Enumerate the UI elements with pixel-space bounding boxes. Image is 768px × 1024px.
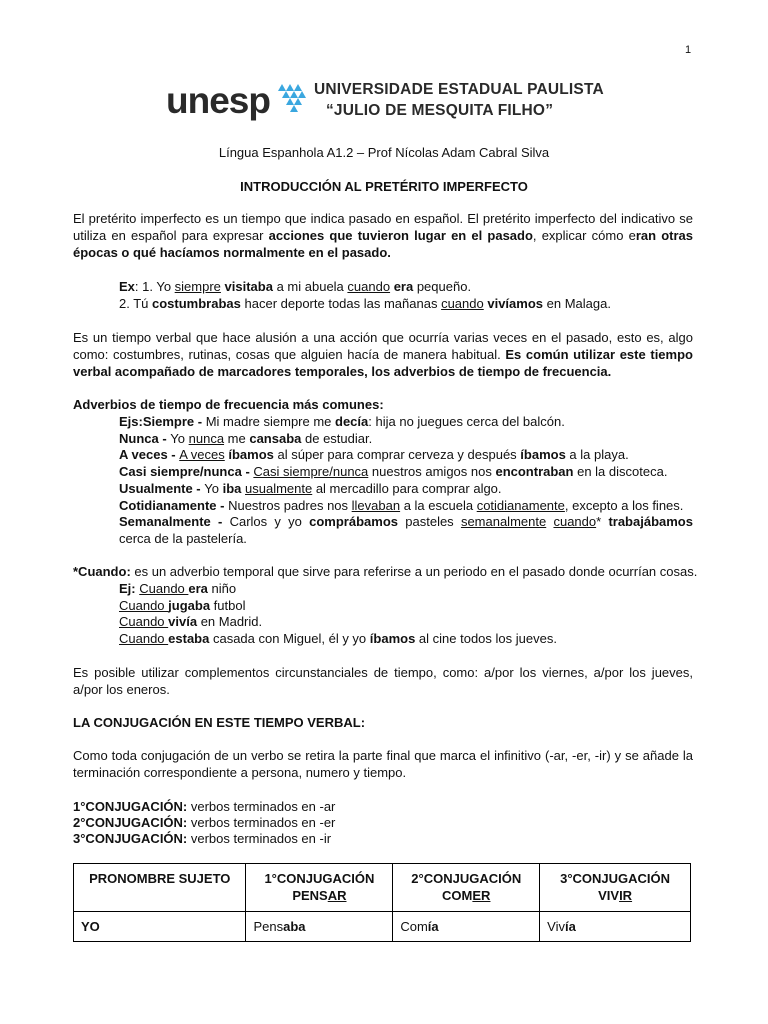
adverb-usual-label: Usualmente - [119, 481, 205, 496]
example-1-bold-1: visitaba [224, 279, 273, 294]
example-1-text-3: pequeño. [413, 279, 472, 294]
conj-3-text: verbos terminados en -ir [187, 831, 332, 846]
header-conj-2-stem: COM [442, 888, 473, 903]
adverb-nunca-text-1: Yo [170, 431, 189, 446]
header-pronoun-text: PRONOMBRE SUJETO [89, 871, 231, 886]
cuando-l4-verb-1: estaba [168, 631, 210, 646]
cuando-ej-verb: era [188, 581, 208, 596]
university-name-line1: UNIVERSIDADE ESTADUAL PAULISTA [313, 81, 604, 98]
cuando-ej-underline: Cuando [139, 581, 189, 596]
adverb-usual-underline: usualmente [245, 481, 313, 496]
adverb-semanalmente [119, 513, 693, 547]
header-conj-2-ending: ER [472, 888, 491, 903]
adverb-aveces-text-2: a la playa. [565, 447, 629, 462]
cell-conj-1-ending: aba [283, 919, 306, 934]
header-conj-2-title: 2°CONJUGACIÓN [411, 871, 522, 886]
intro-bold-2: ran otras épocas o qué hacíamos normalmente en el pasado. [73, 228, 694, 260]
adverb-siempre-verb: decía [335, 414, 369, 429]
example-2-underline-1: cuando [441, 296, 484, 311]
header-conj-1-ending: AR [327, 888, 347, 903]
intro-text-1: El pretérito imperfecto es un tiempo que indica pasado en español. El pretérito imperfecto del indicativo se utiliza en español para expresar [73, 211, 693, 243]
university-header [166, 72, 604, 128]
paragraph-2-bold: Es común utilizar este tiempo verbal acompañado de marcadores temporales, los adverbios de tiempo de frecuencia. [73, 347, 693, 379]
cuando-ej-text: niño [207, 581, 237, 596]
cuando-l3-verb: vivía [168, 614, 198, 629]
example-1-text-1: : 1. Yo [134, 279, 175, 294]
intro-bold-1: acciones que tuvieron lugar en el pasado [268, 228, 533, 243]
paragraph-3: Es posible utilizar complementos circunstanciales de tiempo, como: a/por los viernes, a/por los jueves, a/por los eneros. [73, 665, 693, 697]
example-1 [119, 278, 693, 295]
adverb-usual-verb: iba [222, 481, 242, 496]
example-1-underline-2: cuando [347, 279, 391, 294]
cuando-l2-text: futbol [210, 598, 246, 613]
example-2-text-1: 2. Tú [119, 296, 153, 311]
adverb-casi-text-2: en la discoteca. [573, 464, 668, 479]
cuando-label: *Cuando: [73, 564, 131, 579]
adverb-siempre [119, 413, 693, 430]
university-name-line2: “JULIO DE MESQUITA FILHO” [325, 102, 554, 119]
conjugation-list-item [73, 830, 693, 847]
adverb-cotidianamente [119, 497, 693, 514]
adverbs-heading: Adverbios de tiempo de frecuencia más comunes: [73, 397, 384, 412]
adverb-usualmente [119, 480, 693, 497]
adverb-semanal-text-4: * [596, 514, 609, 529]
header-conj-2 [393, 864, 540, 912]
adverb-semanal-underline-2: cuando [553, 514, 597, 529]
adverb-a-veces [119, 446, 693, 463]
adverb-usual-text-1: Yo [204, 481, 223, 496]
cell-conj-3 [540, 912, 691, 942]
cell-conj-1 [246, 912, 393, 942]
adverb-nunca [119, 430, 693, 447]
example-1-underline-1: siempre [174, 279, 221, 294]
conjugation-heading: LA CONJUGACIÓN EN ESTE TIEMPO VERBAL: [73, 715, 366, 730]
header-conj-3-verb [547, 887, 683, 904]
cell-conj-2-stem: Com [400, 919, 428, 934]
cuando-example-3 [119, 613, 693, 630]
adverb-aveces-verb-1: íbamos [224, 447, 274, 462]
page-number: 1 [685, 44, 692, 56]
cuando-example-4 [119, 630, 693, 647]
conj-1-label: 1°CONJUGACIÓN: [73, 799, 188, 814]
table-header-row [74, 864, 691, 912]
adverb-cotid-text-1: Nuestros padres nos [228, 498, 352, 513]
header-conj-1-stem: PENS [292, 888, 328, 903]
example-2 [119, 295, 693, 312]
adverb-usual-text-3: al mercadillo para comprar algo. [312, 481, 502, 496]
adverb-cotid-text-2: a la escuela [400, 498, 477, 513]
header-conj-2-verb [400, 887, 532, 904]
adverb-semanal-text-5: cerca de la pastelería. [119, 531, 247, 546]
adverb-casi-verb: encontraban [495, 464, 574, 479]
adverb-nunca-underline: nunca [188, 431, 225, 446]
adverb-nunca-label: Nunca - [119, 431, 171, 446]
cuando-l3-underline: Cuando [119, 614, 169, 629]
adverb-nunca-verb: cansaba [249, 431, 302, 446]
example-1-text-2: a mi abuela [272, 279, 348, 294]
unesp-logo-mark-icon [274, 84, 306, 117]
adverb-casi-text-1: nuestros amigos nos [368, 464, 496, 479]
page-title: INTRODUCCIÓN AL PRETÉRITO IMPERFECTO [240, 179, 528, 194]
cuando-l2-underline: Cuando [119, 598, 169, 613]
adverb-cotid-underline-1: llevaban [351, 498, 401, 513]
header-conj-3-stem: VIV [598, 888, 620, 903]
adverb-nunca-text-3: de estudiar. [301, 431, 373, 446]
cuando-definition [73, 563, 698, 580]
example-2-text-2: hacer deporte todas las mañanas [240, 296, 442, 311]
adverb-semanal-text-1: Carlos y yo [229, 514, 310, 529]
header-conj-1-verb [253, 887, 385, 904]
adverb-cotid-underline-2: cotidianamente [476, 498, 565, 513]
adverb-semanal-underline-1: semanalmente [460, 514, 547, 529]
adverb-aveces-underline: A veces [179, 447, 225, 462]
adverb-semanal-verb-1: comprábamos [309, 514, 399, 529]
adverb-siempre-text-2: : hija no juegues cerca del balcón. [368, 414, 565, 429]
adverb-nunca-text-2: me [224, 431, 250, 446]
intro-text-2: , explicar cómo e [532, 228, 636, 243]
adverb-siempre-text-1: Mi madre siempre me [205, 414, 336, 429]
paragraph-2-text: Es un tiempo verbal que hace alusión a una acción que ocurría varias veces en el pasado, esto es, algo como: costumbres, rutinas, cosas que alguien hacía de manera habitual. [73, 330, 693, 362]
adverb-aveces-label: A veces - [119, 447, 180, 462]
example-2-bold-1: costumbrabas [152, 296, 241, 311]
university-name [314, 79, 604, 121]
adverb-semanal-label: Semanalmente - [119, 514, 230, 529]
header-conj-3-ending: IR [619, 888, 633, 903]
paragraph-2 [73, 329, 693, 380]
example-label: Ex [119, 279, 135, 294]
adverb-semanal-verb-2: trabajábamos [608, 514, 693, 529]
cuando-ej-label: Ej: [119, 581, 140, 596]
conj-1-text: verbos terminados en -ar [187, 799, 336, 814]
conj-2-text: verbos terminados en -er [187, 815, 336, 830]
header-conj-3-title: 3°CONJUGACIÓN [560, 871, 671, 886]
example-2-text-3: en Malaga. [543, 296, 611, 311]
adverb-aveces-text-1: al súper para comprar cerveza y después [273, 447, 521, 462]
cell-pronoun-text: YO [81, 919, 100, 934]
course-line: Língua Espanhola A1.2 – Prof Nícolas Adam Cabral Silva [218, 145, 550, 160]
intro-paragraph [73, 210, 693, 261]
adverb-casi-siempre [119, 463, 693, 480]
cuando-text: es un adverbio temporal que sirve para referirse a un periodo en el pasado donde ocurrían cosas. [130, 564, 698, 579]
adverb-cotid-label: Cotidianamente - [119, 498, 229, 513]
example-1-bold-2: era [393, 279, 414, 294]
cell-conj-3-stem: Viv [547, 919, 565, 934]
cuando-l4-underline: Cuando [119, 631, 169, 646]
cuando-l3-text: en Madrid. [197, 614, 263, 629]
cell-pronoun [74, 912, 246, 942]
unesp-logo-text: unesp [166, 79, 270, 121]
paragraph-4: Como toda conjugación de un verbo se retira la parte final que marca el infinitivo (-ar, -er, -ir) y se añade la terminación correspondiente a persona, numero y tiempo. [73, 748, 693, 780]
cell-conj-1-stem: Pens [253, 919, 284, 934]
adverb-semanal-text-2: pasteles [398, 514, 461, 529]
cuando-l2-verb: jugaba [168, 598, 211, 613]
cuando-example-2 [119, 597, 693, 614]
conj-3-label: 3°CONJUGACIÓN: [73, 831, 188, 846]
header-conj-3 [540, 864, 691, 912]
conj-2-label: 2°CONJUGACIÓN: [73, 815, 188, 830]
cell-conj-2-ending: ía [427, 919, 439, 934]
conjugation-table [73, 863, 691, 942]
header-conj-1-title: 1°CONJUGACIÓN [264, 871, 375, 886]
adverb-aveces-verb-2: íbamos [520, 447, 566, 462]
example-2-bold-2: vivíamos [487, 296, 544, 311]
cuando-l4-text-1: casada con Miguel, él y yo [209, 631, 370, 646]
cell-conj-2 [393, 912, 540, 942]
conjugation-list-item [73, 814, 693, 831]
conjugation-list-item [73, 798, 693, 815]
adverb-casi-label: Casi siempre/nunca - [119, 464, 254, 479]
cuando-l4-text-2: al cine todos los jueves. [415, 631, 557, 646]
table-row [74, 912, 691, 942]
cell-conj-3-ending: ía [565, 919, 576, 934]
cuando-l4-verb-2: íbamos [369, 631, 416, 646]
adverb-casi-underline: Casi siempre/nunca [253, 464, 369, 479]
adverb-siempre-label: Ejs:Siempre - [119, 414, 206, 429]
header-conj-1 [246, 864, 393, 912]
cuando-example-1 [119, 580, 693, 597]
adverb-cotid-text-3: , excepto a los fines. [564, 498, 684, 513]
header-pronoun [74, 864, 246, 912]
